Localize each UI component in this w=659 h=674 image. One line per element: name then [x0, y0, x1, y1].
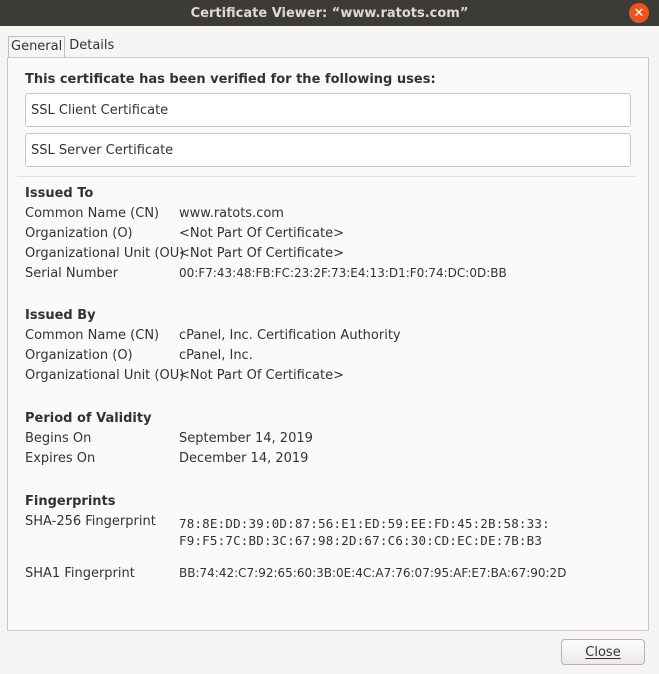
issued-to-cn-label: Common Name (CN): [25, 206, 160, 221]
tab-bar: [8, 36, 118, 58]
issued-by-ou-label: Organizational Unit (OU): [25, 368, 185, 383]
window-title: Certificate Viewer: “www.ratots.com”: [190, 5, 469, 21]
sha256-value-line2: F9:F5:7C:BD:3C:67:98:2D:67:C6:30:CD:EC:DE:7B:B3: [179, 533, 543, 548]
issued-to-o-value: <Not Part Of Certificate>: [179, 226, 344, 241]
sha1-label: SHA1 Fingerprint: [25, 566, 135, 581]
separator: [17, 176, 636, 177]
fingerprints-heading: Fingerprints: [25, 494, 116, 509]
sha1-value: BB:74:42:C7:92:65:60:3B:0E:4C:A7:76:07:95:AF:E7:BA:67:90:2D: [179, 566, 567, 580]
sha256-value-line1: 78:8E:DD:39:0D:87:56:E1:ED:59:EE:FD:45:2B:58:33:: [179, 516, 550, 531]
begins-on-value: September 14, 2019: [179, 431, 313, 446]
issued-to-o-label: Organization (O): [25, 226, 133, 241]
sha256-label: SHA-256 Fingerprint: [25, 514, 156, 529]
use-ssl-client: SSL Client Certificate: [25, 93, 631, 127]
issued-by-ou-value: <Not Part Of Certificate>: [179, 368, 344, 383]
expires-on-label: Expires On: [25, 451, 96, 466]
close-icon: ✕: [633, 5, 645, 21]
validity-heading: Period of Validity: [25, 411, 152, 426]
issued-by-cn-label: Common Name (CN): [25, 328, 160, 343]
issued-to-ou-value: <Not Part Of Certificate>: [179, 246, 344, 261]
issued-by-heading: Issued By: [25, 308, 96, 323]
close-button[interactable]: [561, 639, 645, 665]
issued-by-o-label: Organization (O): [25, 348, 133, 363]
verified-uses-heading: This certificate has been verified for the following uses:: [25, 72, 436, 87]
issued-to-cn-value: www.ratots.com: [179, 206, 284, 221]
tab-details[interactable]: Details: [69, 38, 115, 53]
use-ssl-server: SSL Server Certificate: [25, 133, 631, 167]
serial-number-label: Serial Number: [25, 266, 119, 281]
issued-by-cn-value: cPanel, Inc. Certification Authority: [179, 328, 401, 343]
tab-general[interactable]: General: [8, 36, 65, 58]
serial-number-value: 00:F7:43:48:FB:FC:23:2F:73:E4:13:D1:F0:74:DC:0D:BB: [179, 266, 507, 280]
expires-on-value: December 14, 2019: [179, 451, 309, 466]
begins-on-label: Begins On: [25, 431, 92, 446]
window-close-button[interactable]: [629, 3, 649, 23]
close-button-label: Close: [585, 644, 621, 660]
title-bar: [0, 0, 659, 26]
issued-to-heading: Issued To: [25, 186, 94, 201]
issued-to-ou-label: Organizational Unit (OU): [25, 246, 185, 261]
issued-by-o-value: cPanel, Inc.: [179, 348, 253, 363]
